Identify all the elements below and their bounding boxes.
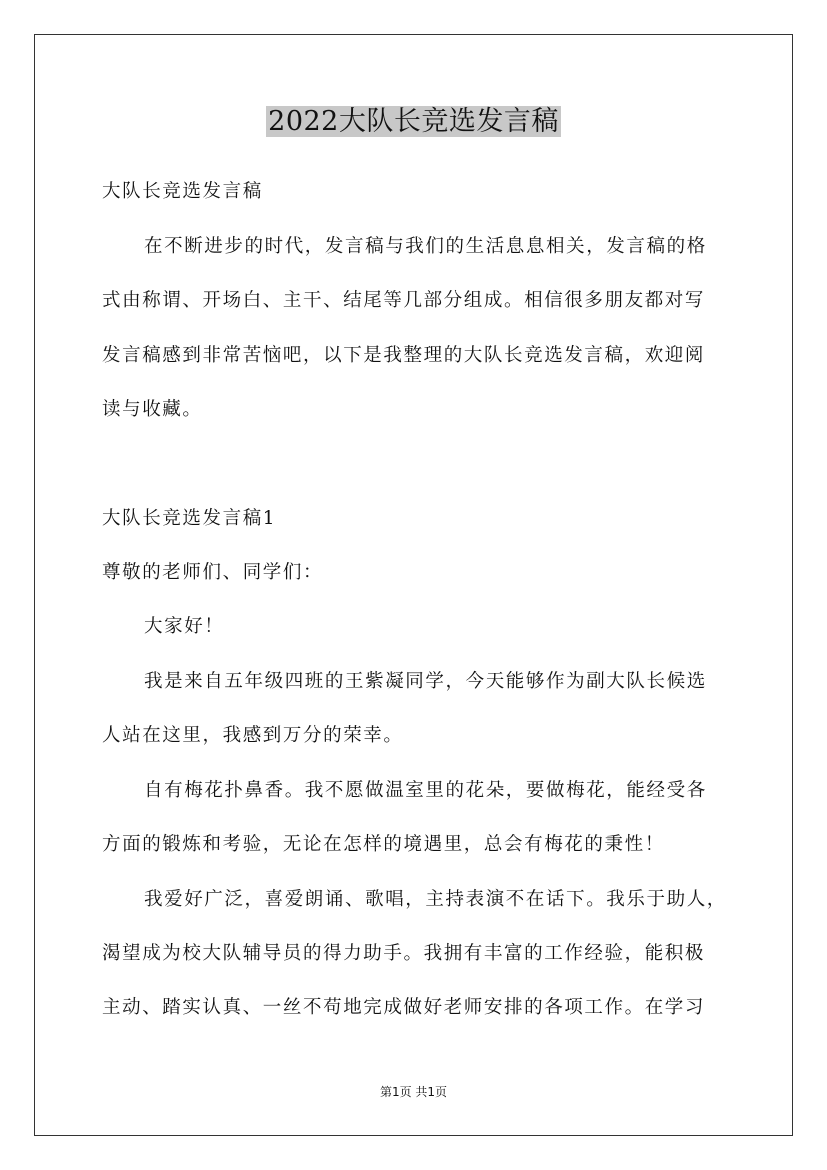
speech-paragraph-line: 方面的锻炼和考验，无论在怎样的境遇里，总会有梅花的秉性！ <box>102 834 665 855</box>
intro-heading: 大队长竞选发言稿 <box>102 181 263 202</box>
speech-paragraph-line: 我爱好广泛，喜爱朗诵、歌唱，主持表演不在话下。我乐于助人， <box>144 889 727 910</box>
greeting: 大家好！ <box>144 616 225 637</box>
intro-paragraph-line: 式由称谓、开场白、主干、结尾等几部分组成。相信很多朋友都对写 <box>102 290 706 311</box>
speech-paragraph-line: 我是来自五年级四班的王紫凝同学，今天能够作为副大队长候选 <box>144 671 707 692</box>
intro-paragraph-line: 发言稿感到非常苦恼吧，以下是我整理的大队长竞选发言稿，欢迎阅 <box>102 345 706 366</box>
document-title-text: 2022大队长竞选发言稿 <box>268 106 559 137</box>
document-title <box>0 102 827 142</box>
intro-paragraph-line: 读与收藏。 <box>102 399 203 420</box>
page-footer: 第1页 共1页 <box>379 1085 448 1099</box>
speech-paragraph-line: 主动、踏实认真、一丝不苟地完成做好老师安排的各项工作。在学习 <box>102 997 706 1018</box>
speech-heading: 大队长竞选发言稿1 <box>102 508 277 529</box>
intro-paragraph-line: 在不断进步的时代，发言稿与我们的生活息息相关，发言稿的格 <box>144 236 707 257</box>
speech-paragraph-line: 渴望成为校大队辅导员的得力助手。我拥有丰富的工作经验，能积极 <box>102 943 706 964</box>
speech-paragraph-line: 自有梅花扑鼻香。我不愿做温室里的花朵，要做梅花，能经受各 <box>144 780 707 801</box>
salutation: 尊敬的老师们、同学们： <box>102 562 324 583</box>
speech-paragraph-line: 人站在这里，我感到万分的荣幸。 <box>102 725 404 746</box>
